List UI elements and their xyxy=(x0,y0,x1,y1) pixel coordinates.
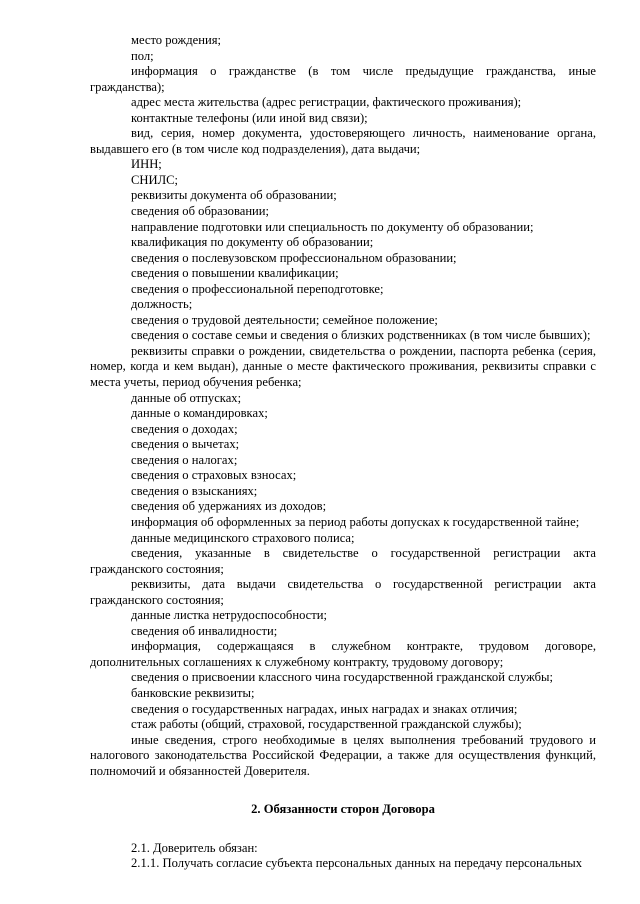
list-item: сведения о взысканиях; xyxy=(131,483,258,498)
list-item: информация о гражданстве (в том числе предыдущие гражданства, иные гражданства); xyxy=(90,64,596,94)
list-item: иные сведения, строго необходимые в целях выполнения требований трудового и налогового законодательства Российской Федерации, а также для осуществления функций, полномочий и обязанностей Доверителя. xyxy=(90,732,596,778)
list-item: должность; xyxy=(131,297,193,312)
list-item: информация об оформленных за период работы допусках к государственной тайне; xyxy=(131,514,580,529)
document-page xyxy=(90,33,596,872)
clause-2-1-1: 2.1.1. Получать согласие субъекта персональных данных на передачу персональных xyxy=(131,856,583,871)
list-item: квалификация по документу об образовании; xyxy=(131,235,374,250)
list-item: ИНН; xyxy=(131,157,162,172)
spacer xyxy=(90,818,596,841)
list-item: сведения о присвоении классного чина государственной гражданской службы; xyxy=(131,670,553,685)
list-item: сведения о доходах; xyxy=(131,421,238,436)
list-item: сведения о государственных наградах, иных наградах и знаках отличия; xyxy=(131,701,518,716)
list-item: сведения о профессиональной переподготовке; xyxy=(131,281,384,296)
list-item: сведения о вычетах; xyxy=(131,437,240,452)
list-item: сведения о повышении квалификации; xyxy=(131,266,339,281)
list-item: сведения о составе семьи и сведения о близких родственниках (в том числе бывших); xyxy=(131,328,591,343)
list-item: данные листка нетрудоспособности; xyxy=(131,608,328,623)
list-item: информация, содержащаяся в служебном контракте, трудовом договоре, дополнительных соглашениях к служебному контракту, трудовому договору; xyxy=(90,639,596,669)
personal-data-list xyxy=(90,33,596,779)
list-item: сведения о страховых взносах; xyxy=(131,468,297,483)
list-item: сведения об образовании; xyxy=(131,204,270,219)
list-item: контактные телефоны (или иной вид связи); xyxy=(131,110,368,125)
list-item: сведения о трудовой деятельности; семейное положение; xyxy=(131,312,438,327)
list-item: банковские реквизиты; xyxy=(131,685,255,700)
list-item: место рождения; xyxy=(131,33,221,47)
list-item: данные медицинского страхового полиса; xyxy=(131,530,355,545)
list-item: сведения об удержаниях из доходов; xyxy=(131,499,327,514)
list-item: сведения о послевузовском профессиональном образовании; xyxy=(131,250,457,265)
spacer xyxy=(90,779,596,802)
list-item: адрес места жительства (адрес регистрации, фактического проживания); xyxy=(131,95,522,110)
section-heading: 2. Обязанности сторон Договора xyxy=(251,802,435,817)
list-item: сведения об инвалидности; xyxy=(131,623,278,638)
list-item: реквизиты, дата выдачи свидетельства о государственной регистрации акта гражданского состояния; xyxy=(90,577,596,607)
list-item: реквизиты справки о рождении, свидетельства о рождении, паспорта ребенка (серия, номер, когда и кем выдан), данные о месте фактического проживания, реквизиты справки с места учеты, период обучения ребенка; xyxy=(90,343,596,390)
list-item: стаж работы (общий, страховой, государственной гражданской службы); xyxy=(131,717,522,732)
list-item: данные о командировках; xyxy=(131,406,268,421)
list-item: вид, серия, номер документа, удостоверяющего личность, наименование органа, выдавшего его (в том числе код подразделения), дата выдачи; xyxy=(90,126,596,156)
clause-2-1: 2.1. Доверитель обязан: xyxy=(131,840,258,855)
list-item: данные об отпусках; xyxy=(131,390,242,405)
list-item: сведения о налогах; xyxy=(131,452,238,467)
list-item: реквизиты документа об образовании; xyxy=(131,188,337,203)
list-item: направление подготовки или специальность по документу об образовании; xyxy=(131,219,534,234)
list-item: сведения, указанные в свидетельстве о государственной регистрации акта гражданского состояния; xyxy=(90,546,596,576)
list-item: пол; xyxy=(131,48,154,63)
list-item: СНИЛС; xyxy=(131,172,179,187)
